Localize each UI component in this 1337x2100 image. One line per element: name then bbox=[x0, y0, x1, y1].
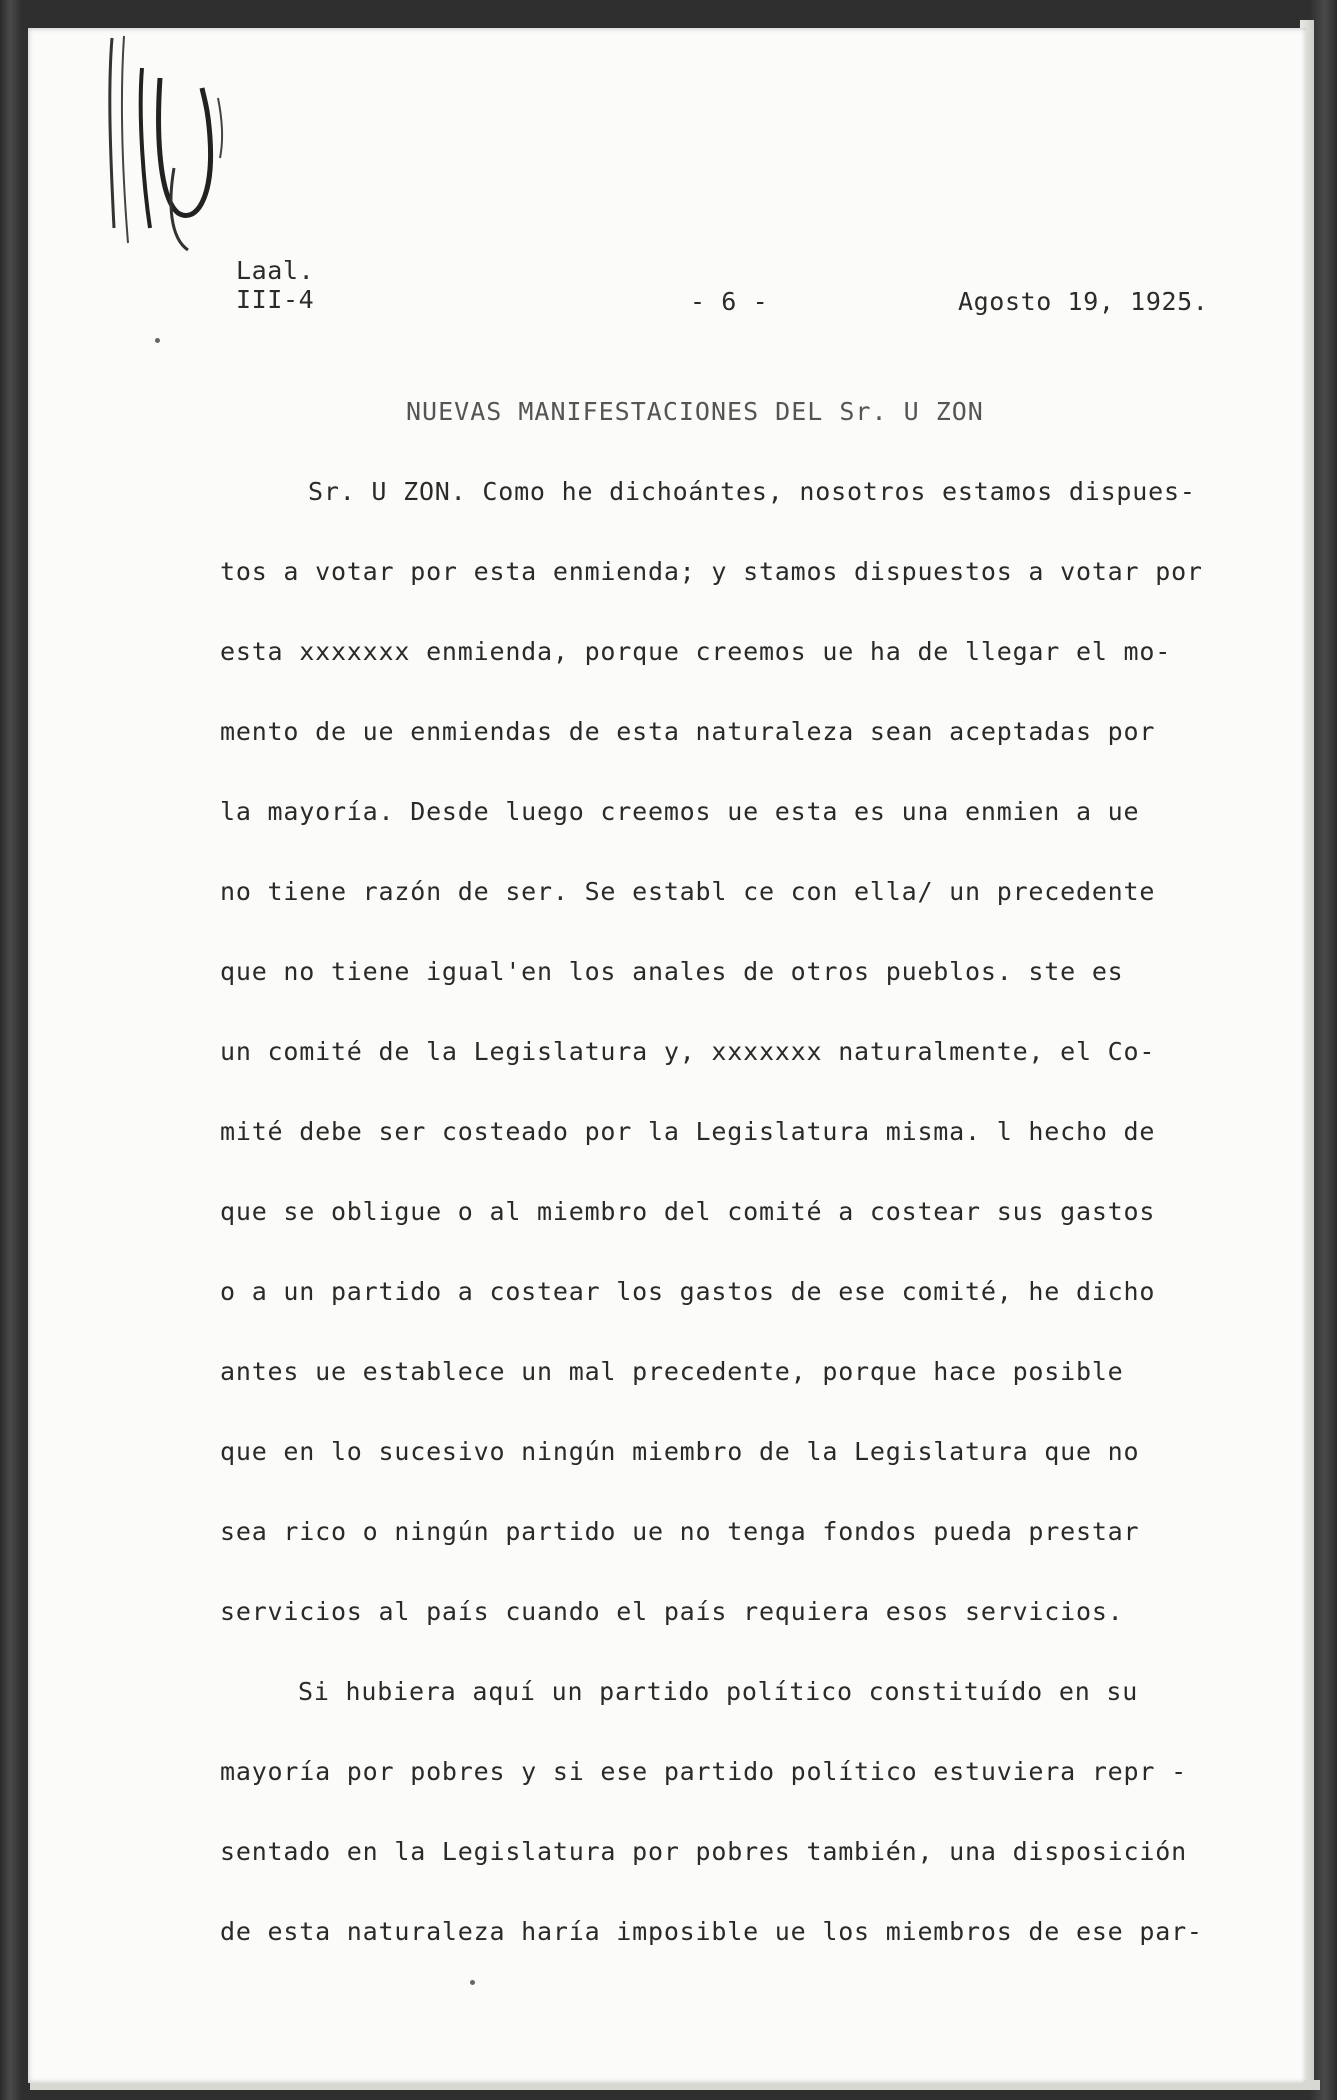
body-line-7: que no tiene igual'en los anales de otros pueblos. ste es bbox=[220, 957, 1124, 986]
body-line-4: mento de ue enmiendas de esta naturaleza sean aceptadas por bbox=[220, 717, 1156, 746]
body-line-3: esta xxxxxxx enmienda, porque creemos ue ha de llegar el mo- bbox=[220, 637, 1172, 666]
body-line-2: tos a votar por esta enmienda; y stamos dispuestos a votar por bbox=[220, 557, 1203, 586]
body-line-19: de esta naturaleza haría imposible ue los miembros de ese par- bbox=[220, 1917, 1203, 1946]
handwritten-initials-mark bbox=[98, 28, 248, 258]
ink-speck bbox=[470, 1980, 475, 1985]
body-line-1: Sr. U ZON. Como he dichoántes, nosotros estamos dispues- bbox=[308, 477, 1196, 506]
section-heading: NUEVAS MANIFESTACIONES DEL Sr. U ZON bbox=[406, 397, 984, 426]
body-line-11: o a un partido a costear los gastos de ese comité, he dicho bbox=[220, 1277, 1156, 1306]
body-line-15: servicios al país cuando el país requiera esos servicios. bbox=[220, 1597, 1124, 1626]
body-line-6: no tiene razón de ser. Se establ ce con ella/ un precedente bbox=[220, 877, 1156, 906]
body-line-12: antes ue establece un mal precedente, porque hace posible bbox=[220, 1357, 1124, 1386]
body-line-10: que se obligue o al miembro del comité a costear sus gastos bbox=[220, 1197, 1156, 1226]
reference-code-line1: Laal. bbox=[236, 256, 315, 285]
body-line-13: que en lo sucesivo ningún miembro de la Legislatura que no bbox=[220, 1437, 1140, 1466]
body-line-8: un comité de la Legislatura y, xxxxxxx naturalmente, el Co- bbox=[220, 1037, 1156, 1066]
reference-code-line2: III-4 bbox=[236, 285, 315, 314]
page-number: - 6 - bbox=[690, 287, 769, 316]
body-line-17: mayoría por pobres y si ese partido político estuviera repr - bbox=[220, 1757, 1187, 1786]
body-line-9: mité debe ser costeado por la Legislatura misma. l hecho de bbox=[220, 1117, 1156, 1146]
ink-speck bbox=[155, 338, 160, 343]
body-line-14: sea rico o ningún partido ue no tenga fondos pueda prestar bbox=[220, 1517, 1140, 1546]
body-line-5: la mayoría. Desde luego creemos ue esta es una enmien a ue bbox=[220, 797, 1140, 826]
body-line-16: Si hubiera aquí un partido político constituído en su bbox=[298, 1677, 1139, 1706]
body-line-18: sentado en la Legislatura por pobres también, una disposición bbox=[220, 1837, 1187, 1866]
document-date: Agosto 19, 1925. bbox=[958, 287, 1209, 316]
